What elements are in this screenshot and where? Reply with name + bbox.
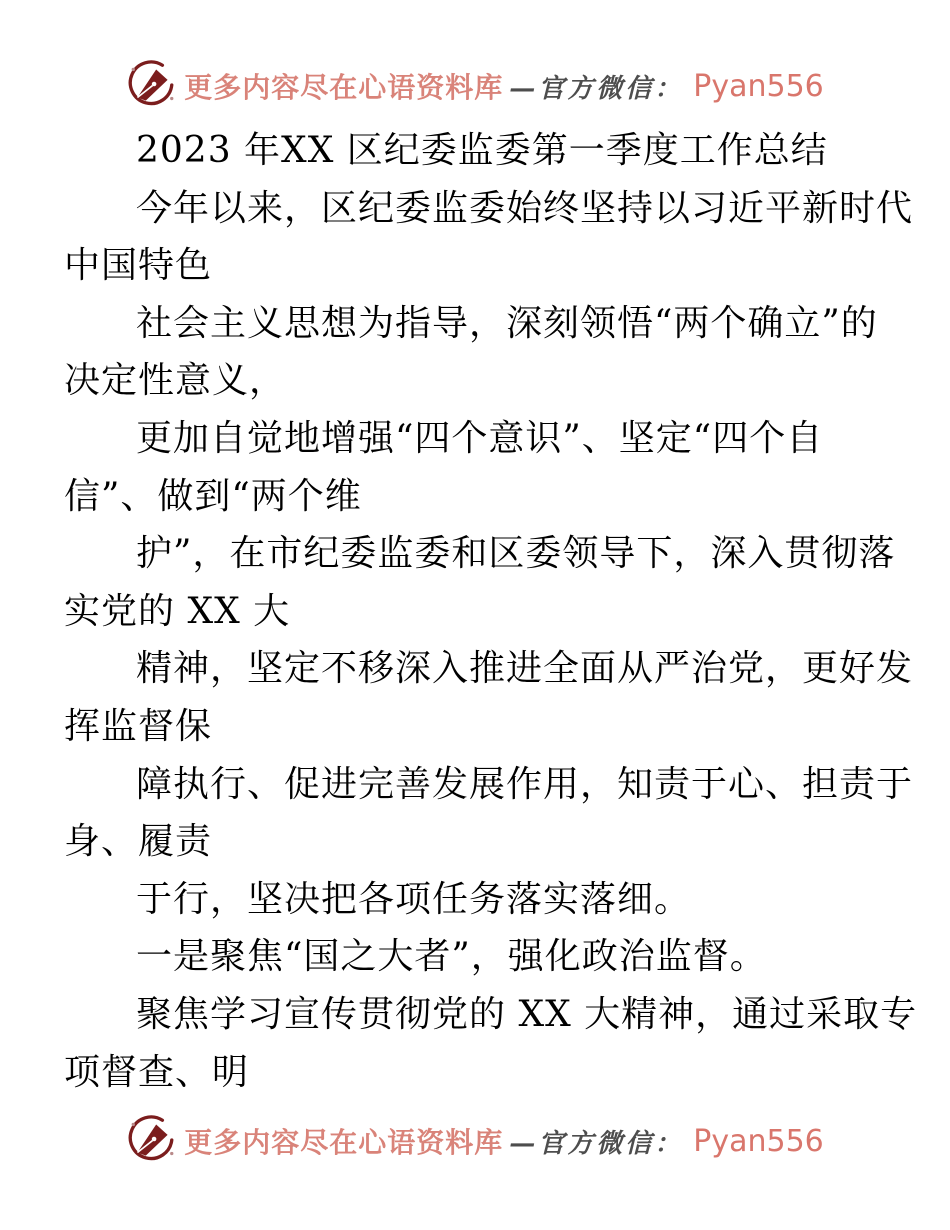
- watermark-wechat-id: Pyan556: [693, 68, 824, 104]
- pen-nib-logo-icon: [126, 1114, 178, 1168]
- watermark-wechat-id: Pyan556: [693, 1123, 824, 1159]
- text-line: 障执行、促进完善发展作用，知责于心、担责于: [136, 763, 914, 805]
- text-line: 护”，在市纪委监委和区委领导下，深入贯彻落: [136, 533, 896, 575]
- document-body: [64, 122, 918, 1101]
- text-line: 2023 年XX 区纪委监委第一季度工作总结: [136, 130, 828, 171]
- text-line: 精神，坚定不移深入推进全面从严治党，更好发: [136, 648, 914, 690]
- text-line: 项督查、明: [64, 1051, 250, 1093]
- pen-nib-logo-icon: [126, 59, 178, 113]
- watermark-header: [0, 0, 950, 112]
- text-line: 今年以来，区纪委监委始终坚持以习近平新时代: [136, 187, 914, 229]
- text-line: 更加自觉地增强“四个意识”、坚定“四个自: [136, 417, 824, 459]
- text-line: 一是聚焦“国之大者”，强化政治监督。: [136, 936, 767, 978]
- text-line: 社会主义思想为指导，深刻领悟“两个确立”的: [136, 302, 878, 344]
- watermark-brand-text: 更多内容尽在心语资料库: [184, 71, 504, 104]
- text-line: 挥监督保: [64, 705, 213, 747]
- watermark-wechat-label: —官方微信：: [509, 1128, 684, 1159]
- text-line: 中国特色: [64, 245, 213, 287]
- text-line: 身、履责: [64, 821, 213, 863]
- watermark-footer: [0, 1115, 950, 1167]
- text-line: 聚焦学习宣传贯彻党的 XX 大精神，通过采取专: [136, 993, 918, 1035]
- watermark-wechat-label: —官方微信：: [509, 73, 684, 104]
- text-line: 决定性意义，: [64, 360, 287, 402]
- text-line: 于行，坚决把各项任务落实落细。: [136, 878, 692, 920]
- text-line: 信”、做到“两个维: [64, 475, 362, 517]
- watermark-brand-text: 更多内容尽在心语资料库: [184, 1126, 504, 1160]
- text-line: 实党的 XX 大: [64, 590, 291, 632]
